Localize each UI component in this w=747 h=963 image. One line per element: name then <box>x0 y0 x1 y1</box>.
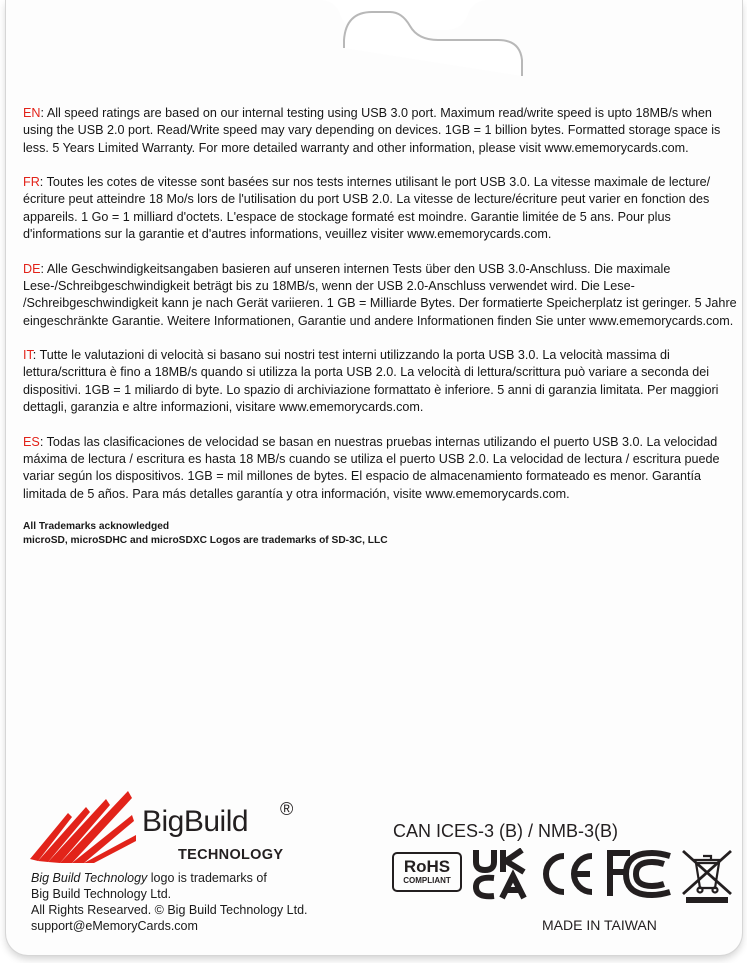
brand-subtitle: TECHNOLOGY <box>178 847 284 863</box>
company-line-2: Big Build Technology Ltd. <box>31 887 172 901</box>
disclaimer-text: Toutes les cotes de vitesse sont basées sur nos tests internes utilisant le port USB 3.0. La vitesse maximale de lecture/écriture peut atteindre 18 Mo/s lors de l'utilisation du port USB 2.0. La vitesse de lecture/écriture peut varier en fonction des appareils. 1 Go = 1 milliard d'octets. L'espace de stockage formaté est moindre. Garantie limitée de 5 ans. Pour plus d'informations sur la garantie et d'autres informations, veuillez visiter www.ememorycards.com. <box>23 175 711 242</box>
company-info <box>31 870 308 934</box>
brand-name: BigBuild <box>142 805 249 838</box>
ce-mark-icon <box>540 852 598 896</box>
hang-tab-hole <box>6 0 742 80</box>
certification-marks <box>390 846 740 902</box>
trademark-notice <box>23 520 388 548</box>
lang-code: FR <box>23 175 40 190</box>
ukca-mark-icon <box>472 848 530 900</box>
rohs-title: RoHS <box>403 857 451 876</box>
disclaimer-it: IT: Tutte le valutazioni di velocità si basano sui nostri test interni utilizzando la porta USB 3.0. La velocità massima di lettura/scrittura è fino a 18MB/s quando si utilizza la porta USB 2.0. La velocità di lettura/scrittura può variare a seconda dei dispositivi. 1GB = 1 miliardo di byte. Lo spazio di archiviazione formattato è inferiore. 5 anni di garanzia limitata. Per maggiori dettagli, garanzia e altre informazioni, visitare www.ememorycards.com. <box>23 348 719 415</box>
disclaimer-fr: FR: Toutes les cotes de vitesse sont basées sur nos tests internes utilisant le port USB 3.0. La vitesse maximale de lecture/écriture peut atteindre 18 Mo/s lors de l'utilisation du port USB 2.0. La vitesse de lecture/écriture peut varier en fonction des appareils. 1 Go = 1 milliard d'octets. L'espace de stockage formaté est moindre. Garantie limitée de 5 ans. Pour plus d'informations sur la garantie et d'autres informations, veuillez visiter www.ememorycards.com. <box>23 175 711 242</box>
trademark-line-2: microSD, microSDHC and microSDXC Logos are trademarks of SD-3C, LLC <box>23 535 388 546</box>
registered-mark: ® <box>280 799 294 819</box>
company-line-1 <box>31 870 308 886</box>
disclaimer-text: All speed ratings are based on our internal testing using USB 3.0 port. Maximum read/write speed is upto 18MB/s when using the USB 2.0 port. Read/Write speed may vary depending on devices. 1GB = 1 billion bytes. Formatted storage space is less. 5 Years Limited Warranty. For more detailed warranty and other information, please visit www.ememorycards.com. <box>23 106 721 155</box>
company-email: support@eMemoryCards.com <box>31 919 198 933</box>
disclaimer-block <box>23 105 738 520</box>
rohs-subtitle: COMPLIANT <box>403 876 451 885</box>
disclaimer-es: ES: Todas las clasificaciones de velocidad se basan en nuestras pruebas internas utilizando el puerto USB 3.0. La velocidad máxima de lectura / escritura es hasta 18 MB/s cuando se utiliza el puerto USB 2.0. La velocidad de lectura / escritura puede variar según los dispositivos. 1GB = mil millones de bytes. El espacio de almacenamiento formateado es menor. Garantía limitada de 5 años. Para más detalles garantía y otra información, visite www.ememorycards.com. <box>23 434 720 501</box>
company-name-italic: Big Build Technology <box>31 871 148 885</box>
disclaimer-text: Tutte le valutazioni di velocità si basano sui nostri test interni utilizzando la porta USB 3.0. La velocità massima di lettura/scrittura è fino a 18MB/s quando si utilizza la porta USB 2.0. La velocità di lettura/scrittura può variare a seconda dei dispositivi. 1GB = 1 miliardo di byte. Lo spazio di archiviazione formattato è inferiore. 5 anni di garanzia limitata. Per maggiori dettagli, garanzia e altre informazioni, visitare www.ememorycards.com. <box>23 348 719 415</box>
lang-code: EN <box>23 106 41 120</box>
lang-code: ES <box>23 434 40 449</box>
company-line-3: All Rights Researved. © Big Build Technology Ltd. <box>31 903 308 917</box>
trademark-line-1: All Trademarks acknowledged <box>23 521 170 532</box>
fcc-mark-icon <box>604 850 674 898</box>
rohs-badge <box>392 852 462 892</box>
disclaimer-de: DE: Alle Geschwindigkeitsangaben basieren auf unseren internen Tests über den USB 3.0-Anschluss. Die maximale Lese-/Schreibgeschwindigkeit beträgt bis zu 18MB/s, wenn der USB 2.0-Anschluss verwendet wird. Die Lese- /Schreibgeschwindigkeit kann je nach Gerät variieren. 1 GB = Milliarde Bytes. Der formatierte Speicherplatz ist geringer. 5 Jahre eingeschränkte Garantie. Weitere Informationen, Garantie und andere Informationen finden Sie unter www.ememorycards.com. <box>23 261 737 328</box>
disclaimer-en: EN: All speed ratings are based on our internal testing using USB 3.0 port. Maximum read/write speed is upto 18MB/s when using the USB 2.0 port. Read/Write speed may vary depending on devices. 1GB = 1 billion bytes. Formatted storage space is less. 5 Years Limited Warranty. For more detailed warranty and other information, please visit www.ememorycards.com. <box>23 106 721 155</box>
company-line-1-rest: logo is trademarks of <box>147 871 267 885</box>
lang-code: DE <box>23 261 41 276</box>
wings-logo-icon <box>28 785 138 865</box>
disclaimer-text: Todas las clasificaciones de velocidad se basan en nuestras pruebas internas utilizando el puerto USB 3.0. La velocidad máxima de lectura / escritura es hasta 18 MB/s cuando se utiliza el puerto USB 2.0. La velocidad de lectura / escritura puede variar según los dispositivos. 1GB = mil millones de bytes. El espacio de almacenamiento formateado es menor. Garantía limitada de 5 años. Para más detalles garantía y otra información, visite www.ememorycards.com. <box>23 434 720 501</box>
packaging-back-card <box>6 0 742 955</box>
can-ices-label: CAN ICES-3 (B) / NMB-3(B) <box>393 821 619 841</box>
lang-code: IT <box>23 348 33 363</box>
bigbuild-logo <box>28 783 328 873</box>
weee-crossed-bin-icon <box>678 846 736 904</box>
disclaimer-text: Alle Geschwindigkeitsangaben basieren auf unseren internen Tests über den USB 3.0-Anschluss. Die maximale Lese-/Schreibgeschwindigkeit beträgt bis zu 18MB/s, wenn der USB 2.0-Anschluss verwendet wird. Die Lese- /Schreibgeschwindigkeit kann je nach Gerät variieren. 1 GB = Milliarde Bytes. Der formatierte Speicherplatz ist geringer. 5 Jahre eingeschränkte Garantie. Weitere Informationen, Garantie und andere Informationen finden Sie unter www.ememorycards.com. <box>23 261 737 328</box>
made-in-label: MADE IN TAIWAN <box>542 917 657 933</box>
